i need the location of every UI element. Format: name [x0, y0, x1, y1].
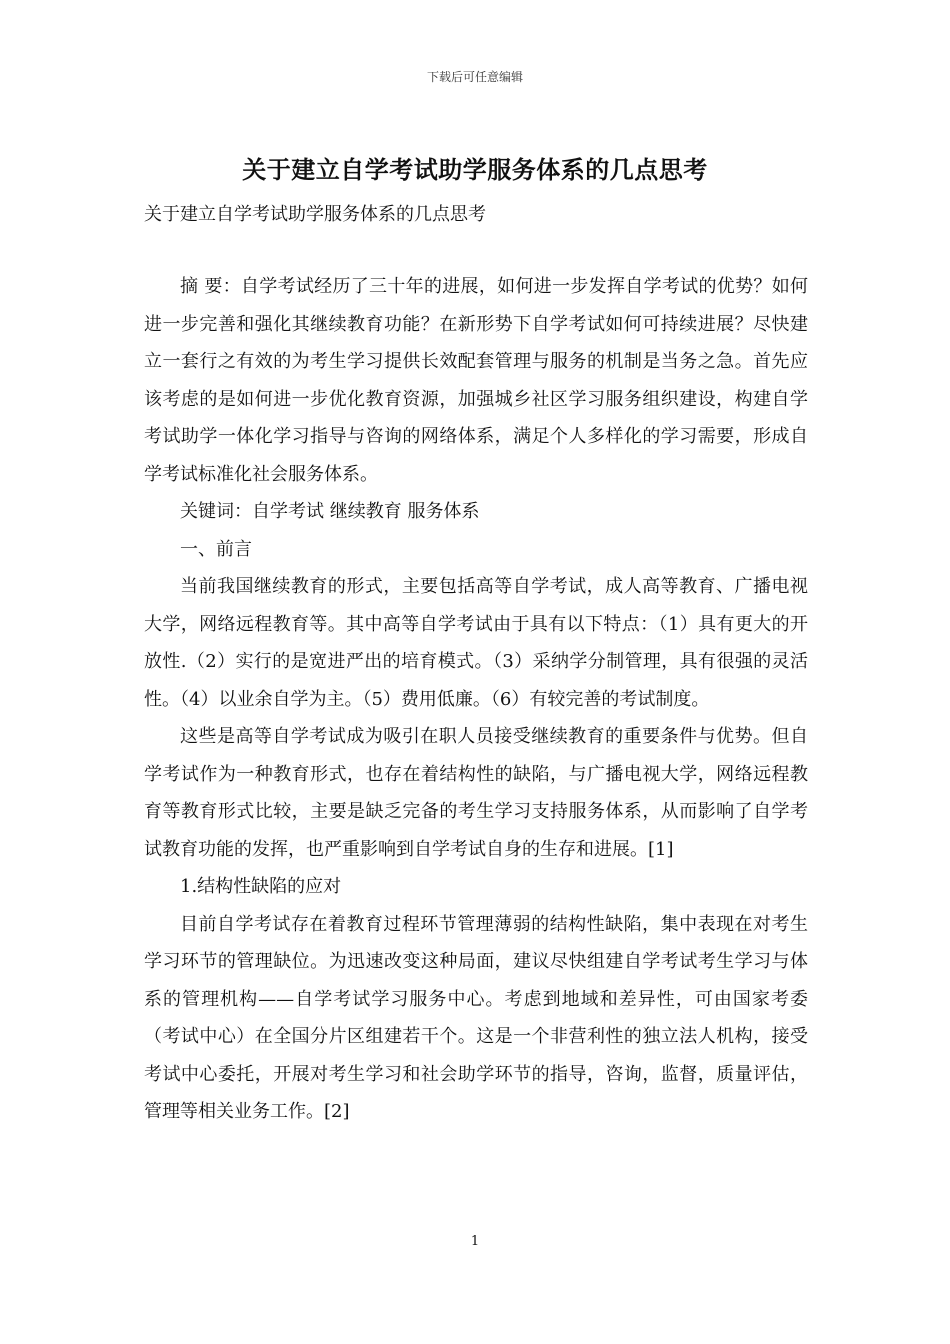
document-title: 关于建立自学考试助学服务体系的几点思考: [242, 155, 708, 184]
section-heading-preface: 一、前言: [180, 538, 252, 560]
header-note: 下载后可任意编辑: [426, 70, 523, 84]
abstract-paragraph: 摘 要：自学考试经历了三十年的进展，如何进一步发挥自学考试的优势？如何进一步完善和强化其继续教育功能？在新形势下自学考试如何可持续进展？尽快建立一套行之有效的为考生学习提供长效配套管理与服务的机制是当务之急。首先应该考虑的是如何进一步优化教育资源，加强城乡社区学习服务组织建设，构建自学考试助学一体化学习指导与咨询的网络体系，满足个人多样化的学习需要，形成自学考试标准化社会服务体系。: [144, 276, 808, 485]
document-body: [144, 268, 808, 1131]
page-number: 1: [470, 1234, 480, 1249]
document-subtitle: 关于建立自学考试助学服务体系的几点思考: [144, 204, 486, 225]
body-paragraph: 目前自学考试存在着教育过程环节管理薄弱的结构性缺陷，集中表现在对考生学习环节的管理缺位。为迅速改变这种局面，建议尽快组建自学考试考生学习与体系的管理机构——自学考试学习服务中心。考虑到地域和差异性，可由国家考委（考试中心）在全国分片区组建若干个。这是一个非营利性的独立法人机构，接受考试中心委托，开展对考生学习和社会助学环节的指导，咨询，监督，质量评估，管理等相关业务工作。[2]: [144, 913, 808, 1122]
keywords-paragraph: 关键词：自学考试 继续教育 服务体系: [180, 501, 480, 522]
body-paragraph: 当前我国继续教育的形式，主要包括高等自学考试，成人高等教育、广播电视大学，网络远程教育等。其中高等自学考试由于具有以下特点：（1）具有更大的开放性.（2）实行的是宽进严出的培育模式。（3）采纳学分制管理，具有很强的灵活性。（4）以业余自学为主。（5）费用低廉。（6）有较完善的考试制度。: [144, 576, 808, 710]
subsection-heading: 1.结构性缺陷的应对: [180, 876, 342, 897]
body-paragraph: 这些是高等自学考试成为吸引在职人员接受继续教育的重要条件与优势。但自学考试作为一种教育形式，也存在着结构性的缺陷，与广播电视大学，网络远程教育等教育形式比较，主要是缺乏完备的考生学习支持服务体系，从而影响了自学考试教育功能的发挥，也严重影响到自学考试自身的生存和进展。[1]: [144, 726, 808, 860]
